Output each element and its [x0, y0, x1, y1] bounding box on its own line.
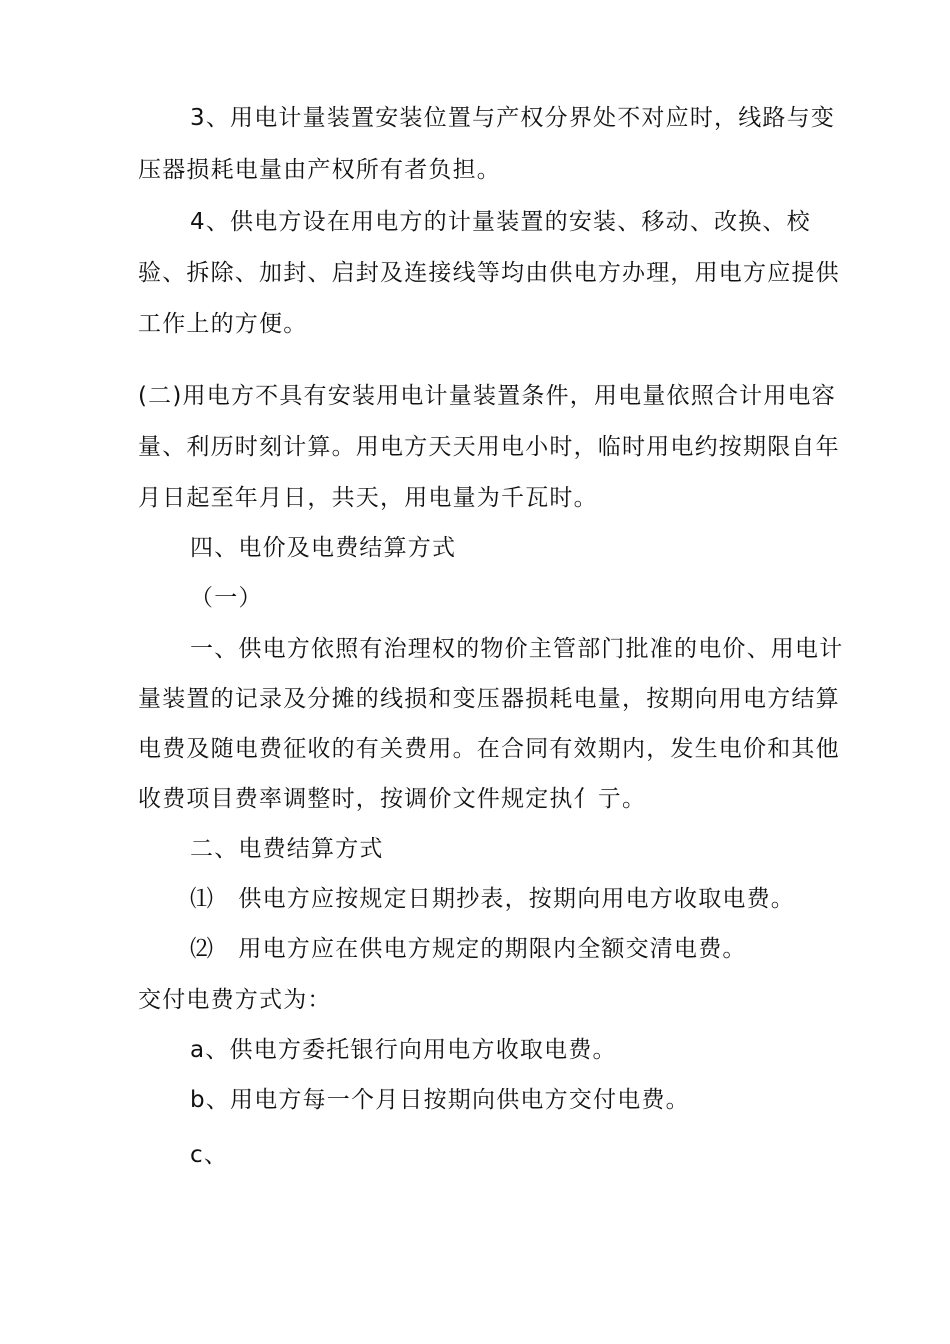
paragraph-3-line-1: 3、用电计量装置安装位置与产权分界处不对应时，线路与变 — [190, 105, 836, 131]
paragraph-3-line-2: 压器损耗电量由产权所有者负担。 — [138, 157, 501, 183]
price-paragraph-line-4: 收费项目费率调整时，按调价文件规定执亻亍。 — [138, 786, 647, 812]
heading-settlement-method: 二、电费结算方式 — [190, 836, 384, 862]
price-paragraph-line-3: 电费及随电费征收的有关费用。在合同有效期内，发生电价和其他 — [138, 736, 840, 762]
payment-method-intro: 交付电费方式为： — [138, 987, 332, 1013]
paragraph-4-line-2: 验、拆除、加封、启封及连接线等均由供电方办理，用电方应提供 — [138, 260, 840, 286]
subheading-one: （一） — [190, 585, 263, 611]
section-2-line-3: 月日起至年月日，共天，用电量为千瓦时。 — [138, 485, 598, 511]
option-a: a、供电方委托银行向用电方收取电费。 — [190, 1037, 617, 1063]
section-2-line-1: (二)用电方不具有安装用电计量装置条件，用电量依照合计用电容 — [138, 383, 836, 409]
paragraph-4-line-3: 工作上的方便。 — [138, 311, 308, 337]
item-2: ⑵ 用电方应在供电方规定的期限内全额交清电费。 — [190, 936, 747, 962]
option-c: c、 — [190, 1142, 229, 1168]
item-1: ⑴ 供电方应按规定日期抄表，按期向用电方收取电费。 — [190, 886, 795, 912]
paragraph-4-line-1: 4、供电方设在用电方的计量装置的安装、移动、改换、校 — [190, 209, 811, 235]
section-2-line-2: 量、利历时刻计算。用电方天天用电小时，临时用电约按期限自年 — [138, 434, 840, 460]
price-paragraph-line-1: 一、供电方依照有治理权的物价主管部门批准的电价、用电计 — [190, 636, 844, 662]
option-b: b、用电方每一个月日按期向供电方交付电费。 — [190, 1087, 690, 1113]
heading-price-settlement: 四、电价及电费结算方式 — [190, 535, 457, 561]
price-paragraph-line-2: 量装置的记录及分摊的线损和变压器损耗电量，按期向用电方结算 — [138, 686, 840, 712]
